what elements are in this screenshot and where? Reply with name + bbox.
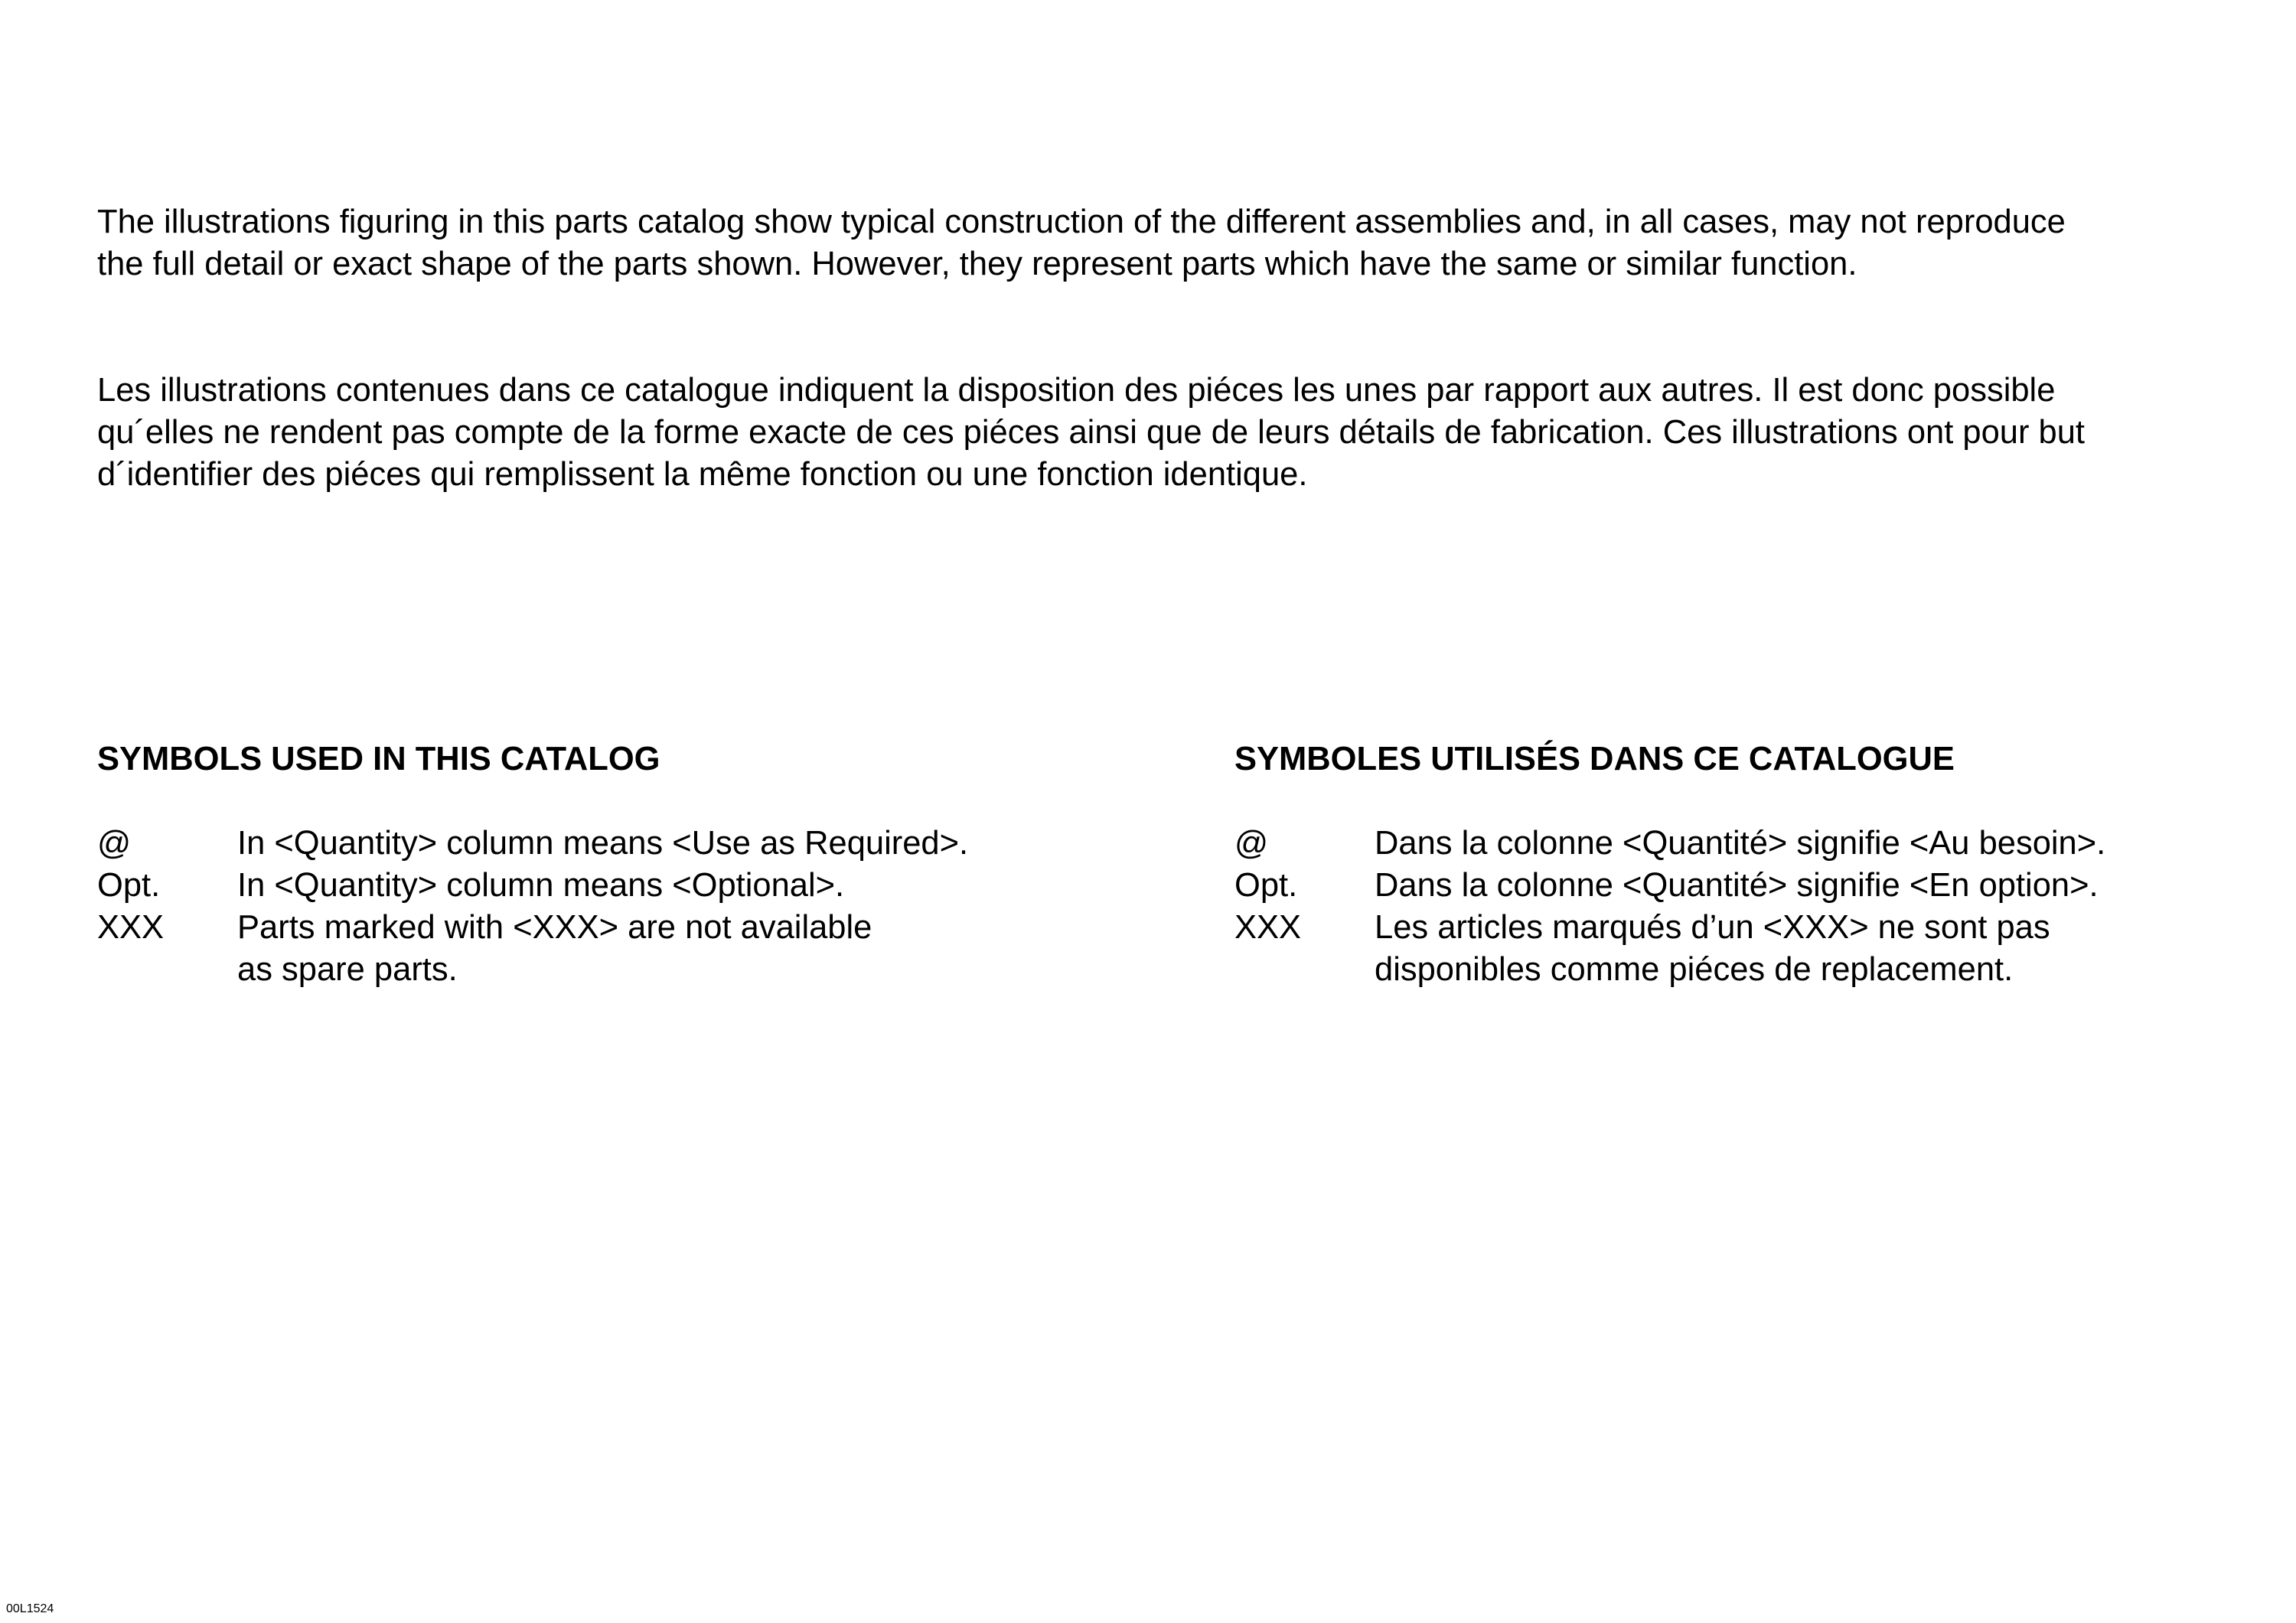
- symbol-description: [1375, 823, 2105, 865]
- symbol-description-line: In <Quantity> column means <Use as Required>.: [237, 825, 969, 862]
- symbol-description: [1375, 865, 2099, 907]
- symbol-key: @: [97, 825, 132, 862]
- symbol-description-line: Les articles marqués d’un <XXX> ne sont pas: [1375, 909, 2050, 946]
- symbol-key: Opt.: [97, 867, 161, 904]
- intro-paragraph-french: [97, 370, 2225, 496]
- symbol-description: [237, 907, 872, 991]
- symbol-description: [237, 865, 844, 907]
- intro-english-line: the full detail or exact shape of the parts shown. However, they represent parts which have the same or similar function.: [97, 246, 1857, 282]
- intro-french-line: Les illustrations contenues dans ce catalogue indiquent la disposition des piéces les unes par rapport aux autres. Il est donc possible: [97, 372, 2056, 409]
- symbols-heading-french: SYMBOLES UTILISÉS DANS CE CATALOGUE: [1234, 741, 1955, 777]
- symbol-description: [237, 823, 968, 865]
- symbol-row-at: [97, 823, 1153, 865]
- symbols-list-french: [1234, 823, 2291, 991]
- symbol-row-xxx: [1234, 907, 2291, 991]
- symbols-section-english: [97, 738, 1153, 991]
- symbol-row-opt: [1234, 865, 2291, 907]
- symbol-description-line: Dans la colonne <Quantité> signifie <En option>.: [1375, 867, 2099, 904]
- symbols-section-french: [1234, 738, 2291, 991]
- intro-french-line: d´identifier des piéces qui remplissent la même fonction ou une fonction identique.: [97, 456, 1308, 493]
- symbol-row-at: [1234, 823, 2291, 865]
- symbols-heading-english: SYMBOLS USED IN THIS CATALOG: [97, 741, 660, 777]
- symbol-description: [1375, 907, 2050, 991]
- symbols-list-english: [97, 823, 1153, 991]
- symbol-description-line: as spare parts.: [237, 951, 458, 988]
- intro-paragraph-english: [97, 201, 2225, 285]
- symbol-description-line: Dans la colonne <Quantité> signifie <Au besoin>.: [1375, 825, 2106, 862]
- symbol-description-line: Parts marked with <XXX> are not available: [237, 909, 872, 946]
- symbol-description-line: disponibles comme piéces de replacement.: [1375, 951, 2014, 988]
- symbol-key: Opt.: [1234, 867, 1298, 904]
- symbol-row-opt: [97, 865, 1153, 907]
- document-code: 00L1524: [6, 1602, 54, 1615]
- symbol-row-xxx: [97, 907, 1153, 991]
- symbol-key: @: [1234, 825, 1269, 862]
- intro-french-line: qu´elles ne rendent pas compte de la forme exacte de ces piéces ainsi que de leurs détails de fabrication. Ces illustrations ont pour but: [97, 414, 2086, 451]
- symbol-key: XXX: [97, 909, 165, 946]
- symbol-description-line: In <Quantity> column means <Optional>.: [237, 867, 845, 904]
- intro-english-line: The illustrations figuring in this parts catalog show typical construction of the different assemblies and, in all cases, may not reproduce: [97, 204, 2066, 240]
- symbol-key: XXX: [1234, 909, 1302, 946]
